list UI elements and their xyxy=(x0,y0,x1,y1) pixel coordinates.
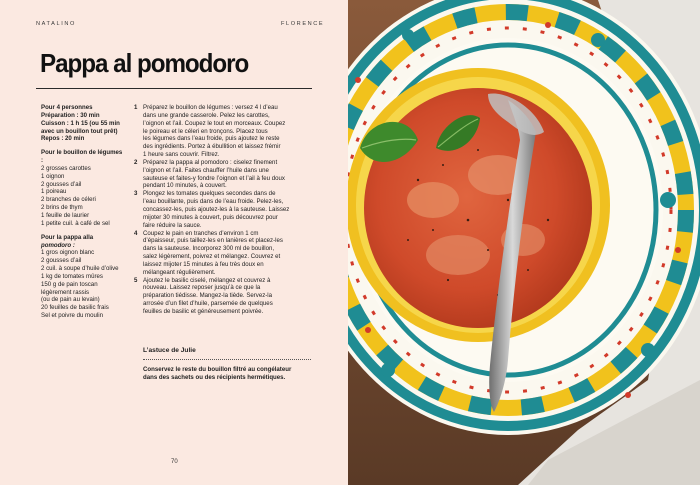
tip-line: Conservez le reste du bouillon filtré au congélateur xyxy=(143,366,292,373)
step-line: Ajoutez le basilic ciselé, mélangez et couvrez à xyxy=(143,276,271,284)
method-step xyxy=(134,104,314,159)
running-header-right: FLORENCE xyxy=(281,21,325,27)
step-line: d’épaisseur, puis taillez-les en lanières et placez-les xyxy=(143,237,283,245)
ingredient-item: 1 feuille de laurier xyxy=(41,211,90,219)
ingredient-item: 150 g de pain toscan xyxy=(41,280,98,288)
pappa-heading xyxy=(41,234,125,250)
method-step xyxy=(134,159,314,190)
title-rule xyxy=(36,88,312,89)
ingredient-item: (ou de pain au levain) xyxy=(41,296,100,304)
ingredient-item: 2 cuil. à soupe d’huile d’olive xyxy=(41,265,119,273)
broth-heading: Pour le bouillon de légumes : xyxy=(41,149,123,165)
step-line: mijoter 30 minutes à couvert, puis découvrez pour xyxy=(143,213,278,221)
ingredient-item: 2 gousses d’ail xyxy=(41,180,82,188)
ingredient-item: 2 brins de thym xyxy=(41,204,83,212)
step-line: Coupez le pain en tranches d’environ 1 cm xyxy=(143,229,259,237)
step-line: préparation tiédisse. Mangez-la tiède. Servez-la xyxy=(143,292,273,300)
ingredient-item: 2 branches de céleri xyxy=(41,196,96,204)
method-step xyxy=(134,190,314,229)
step-line: les légumes dans l’eau froide, puis ajoutez le reste xyxy=(143,135,280,143)
servings: Pour 4 personnes xyxy=(41,104,93,111)
ingredient-item: 2 gousses d’ail xyxy=(41,257,82,265)
broth-list xyxy=(41,165,125,228)
step-number: 3 xyxy=(134,190,138,198)
recipe-photo xyxy=(348,0,700,485)
ingredient-item: Sel et poivre du moulin xyxy=(41,312,103,320)
left-page xyxy=(0,0,348,485)
cook-time-note: avec un bouillon tout prêt) xyxy=(41,127,118,135)
step-line: des ingrédients. Portez à ébullition et laissez frémir xyxy=(143,143,281,151)
step-line: pendant 10 minutes, à couvert. xyxy=(143,182,227,190)
step-line: feuilles de basilic et généreusement poivrée. xyxy=(143,307,264,315)
cook-time: Cuisson : 1 h 15 (ou 55 min xyxy=(41,119,120,127)
step-number: 1 xyxy=(134,104,138,111)
tip-title: L’astuce de Julie xyxy=(143,347,196,354)
pappa-list xyxy=(41,249,125,320)
step-line: Préparez la pappa al pomodoro : ciselez finement xyxy=(143,158,278,166)
ingredient-item: 1 poireau xyxy=(41,188,67,196)
method-step xyxy=(134,230,314,277)
step-line: Plongez les tomates quelques secondes dans de xyxy=(143,190,276,198)
step-line: arrosée d’un filet d’huile, parsemée de quelques xyxy=(143,300,273,308)
tip-line: dans des sachets ou des récipients hermétiques. xyxy=(143,374,286,381)
pappa-heading-line-2: pomodoro : xyxy=(41,241,75,249)
step-line: Préparez le bouillon de légumes : versez 4 l d’eau xyxy=(143,104,278,111)
method-steps xyxy=(134,104,314,316)
step-line: laissez mijoter 15 minutes à feu très doux en xyxy=(143,260,264,268)
step-line: mélangeant régulièrement. xyxy=(143,268,216,276)
ingredient-item: 20 feuilles de basilic frais xyxy=(41,304,109,312)
step-line: concassez-les, puis ajoutez-les à la sauteuse. Laissez xyxy=(143,205,290,213)
step-line: faire réduire la sauce. xyxy=(143,221,202,229)
step-line: dans une grande casserole. Pelez les carottes, xyxy=(143,111,270,119)
page-number: 70 xyxy=(171,459,178,465)
step-line: 1 heure sans couvrir. Filtrez. xyxy=(143,151,220,159)
tip-text xyxy=(143,366,313,382)
rest-time: Repos : 20 min xyxy=(41,135,85,143)
pappa-heading-line-1: Pour la pappa alla xyxy=(41,233,94,241)
ingredient-item: légèrement rassis xyxy=(41,288,90,296)
running-header-left: NATALINO xyxy=(36,21,76,27)
step-line: nouveau. Laissez reposer jusqu’à ce que la xyxy=(143,284,261,292)
recipe-title: Pappa al pomodoro xyxy=(40,48,249,78)
step-line: salez légèrement, poivrez et mélangez. Couvrez et xyxy=(143,253,281,261)
ingredient-item: 2 grosses carottes xyxy=(41,164,91,172)
prep-time: Préparation : 30 min xyxy=(41,111,100,119)
ingredients-column xyxy=(41,104,125,320)
ingredient-item: 1 petite cuil. à café de sel xyxy=(41,219,110,227)
step-line: le poireau et le céleri en tronçons. Placez tous xyxy=(143,127,268,135)
tip-divider xyxy=(143,359,311,360)
step-number: 2 xyxy=(134,158,138,166)
method-step xyxy=(134,277,314,316)
step-number: 5 xyxy=(134,276,138,284)
ingredient-item: 1 oignon xyxy=(41,172,65,180)
step-number: 4 xyxy=(134,229,138,237)
step-line: sauteuse et faites-y fondre l’oignon et l’ail à feu doux xyxy=(143,174,285,182)
step-line: l’oignon et l’ail. Faites chauffer l’huile dans une xyxy=(143,166,269,174)
step-line: dans la sauteuse. Incorporez 300 ml de bouillon, xyxy=(143,245,275,253)
ingredient-item: 1 kg de tomates mûres xyxy=(41,272,103,280)
step-line: l’eau bouillante, puis dans de l’eau froide. Pelez-les, xyxy=(143,198,284,206)
soup-bowl-photo xyxy=(348,0,700,485)
step-line: l’oignon et l’ail. Coupez le tout en morceaux. Coupez xyxy=(143,119,286,127)
ingredients-intro xyxy=(41,104,125,143)
ingredient-item: 1 gros oignon blanc xyxy=(41,249,95,257)
